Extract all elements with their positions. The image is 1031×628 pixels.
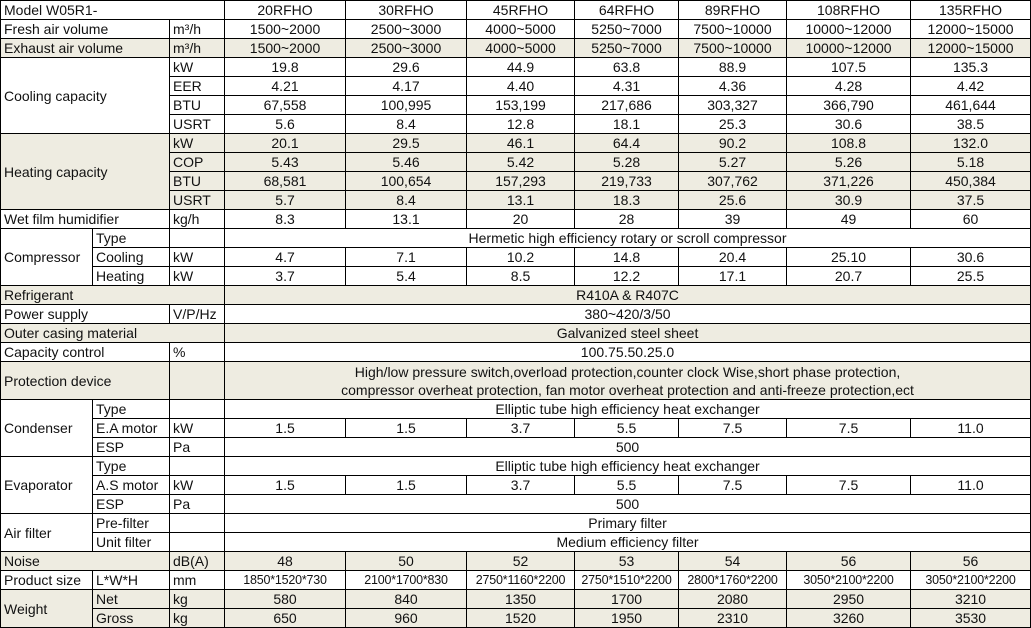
value-cell: 5.6 xyxy=(225,115,346,134)
row-label: Exhaust air volume xyxy=(1,39,170,58)
unit-cell: % xyxy=(170,343,225,362)
table-row xyxy=(1,286,1031,305)
unit-cell: USRT xyxy=(170,191,225,210)
value-cell: 2310 xyxy=(679,609,787,628)
value-cell: 10000~12000 xyxy=(787,20,911,39)
value-cell: 20.1 xyxy=(225,134,346,153)
value-cell: 840 xyxy=(346,590,467,609)
value-cell: 135.3 xyxy=(911,58,1031,77)
unit-cell: kW xyxy=(170,267,225,286)
sub-label: Type xyxy=(93,229,170,248)
value-cell: 157,293 xyxy=(467,172,575,191)
group-label: Cooling capacity xyxy=(1,58,170,134)
row-label: Fresh air volume xyxy=(1,20,170,39)
model-header: 20RFHO xyxy=(225,1,346,20)
span-value: 100.75.50.25.0 xyxy=(225,343,1031,362)
unit-cell: kg xyxy=(170,609,225,628)
group-label: Condenser xyxy=(1,400,93,457)
table-row xyxy=(1,39,1031,58)
value-cell: 2100*1700*830 xyxy=(346,571,467,590)
protection-line: compressor overheat protection, fan motor overheat protection and anti-freeze protection,ect xyxy=(341,381,914,398)
value-cell: 48 xyxy=(225,552,346,571)
value-cell: 3050*2100*2200 xyxy=(911,571,1031,590)
sub-label: Net xyxy=(93,590,170,609)
table-row xyxy=(1,533,1031,552)
sub-label: Type xyxy=(93,400,170,419)
span-value: Elliptic tube high efficiency heat exchanger xyxy=(225,457,1031,476)
value-cell: 1500~2000 xyxy=(225,20,346,39)
value-cell: 19.8 xyxy=(225,58,346,77)
value-cell: 303,327 xyxy=(679,96,787,115)
table-row xyxy=(1,552,1031,571)
value-cell: 5.46 xyxy=(346,153,467,172)
value-cell: 12000~15000 xyxy=(911,39,1031,58)
value-cell: 30.6 xyxy=(787,115,911,134)
table-row xyxy=(1,267,1031,286)
value-cell: 1520 xyxy=(467,609,575,628)
group-label: Air filter xyxy=(1,514,93,552)
value-cell: 2950 xyxy=(787,590,911,609)
value-cell: 3210 xyxy=(911,590,1031,609)
value-cell: 52 xyxy=(467,552,575,571)
value-cell: 4.7 xyxy=(225,248,346,267)
model-header: 64RFHO xyxy=(575,1,679,20)
span-value: Primary filter xyxy=(225,514,1031,533)
model-header: 30RFHO xyxy=(346,1,467,20)
value-cell: 25.10 xyxy=(787,248,911,267)
span-value: 500 xyxy=(225,438,1031,457)
sub-label: Type xyxy=(93,457,170,476)
unit-cell: mm xyxy=(170,571,225,590)
value-cell: 4000~5000 xyxy=(467,39,575,58)
value-cell: 5.5 xyxy=(575,419,679,438)
value-cell: 2500~3000 xyxy=(346,20,467,39)
value-cell: 7.5 xyxy=(787,476,911,495)
value-cell: 217,686 xyxy=(575,96,679,115)
value-cell: 5.28 xyxy=(575,153,679,172)
sub-label: Gross xyxy=(93,609,170,628)
value-cell: 20.4 xyxy=(679,248,787,267)
value-cell: 5.18 xyxy=(911,153,1031,172)
row-label: Power supply xyxy=(1,305,170,324)
value-cell: 25.6 xyxy=(679,191,787,210)
value-cell: 108.8 xyxy=(787,134,911,153)
unit-cell: m³/h xyxy=(170,20,225,39)
table-row xyxy=(1,210,1031,229)
value-cell: 4.21 xyxy=(225,77,346,96)
value-cell: 461,644 xyxy=(911,96,1031,115)
table-row xyxy=(1,514,1031,533)
value-cell: 17.1 xyxy=(679,267,787,286)
value-cell: 1350 xyxy=(467,590,575,609)
table-row xyxy=(1,609,1031,628)
unit-cell: COP xyxy=(170,153,225,172)
value-cell: 450,384 xyxy=(911,172,1031,191)
table-row xyxy=(1,590,1031,609)
protection-line: High/low pressure switch,overload protection,counter clock Wise,short phase protection, xyxy=(354,363,901,380)
unit-cell: V/P/Hz xyxy=(170,305,225,324)
model-header: 89RFHO xyxy=(679,1,787,20)
sub-label: ESP xyxy=(93,438,170,457)
value-cell: 7.1 xyxy=(346,248,467,267)
value-cell: 88.9 xyxy=(679,58,787,77)
value-cell: 37.5 xyxy=(911,191,1031,210)
row-label: Refrigerant xyxy=(1,286,225,305)
unit-cell: kW xyxy=(170,248,225,267)
unit-cell: kg/h xyxy=(170,210,225,229)
value-cell: 2080 xyxy=(679,590,787,609)
table-row xyxy=(1,476,1031,495)
value-cell: 107.5 xyxy=(787,58,911,77)
value-cell: 1.5 xyxy=(346,419,467,438)
value-cell: 8.4 xyxy=(346,191,467,210)
value-cell: 580 xyxy=(225,590,346,609)
row-label: Capacity control xyxy=(1,343,170,362)
unit-cell xyxy=(170,229,225,248)
value-cell: 650 xyxy=(225,609,346,628)
table-row xyxy=(1,362,1031,400)
span-value: Elliptic tube high efficiency heat exchanger xyxy=(225,400,1031,419)
table-row xyxy=(1,248,1031,267)
value-cell: 30.6 xyxy=(911,248,1031,267)
value-cell: 1500~2000 xyxy=(225,39,346,58)
value-cell: 960 xyxy=(346,609,467,628)
table-row xyxy=(1,229,1031,248)
value-cell: 4.40 xyxy=(467,77,575,96)
span-value: Galvanized steel sheet xyxy=(225,324,1031,343)
value-cell: 39 xyxy=(679,210,787,229)
span-value: Hermetic high efficiency rotary or scroll compressor xyxy=(225,229,1031,248)
row-label: Wet film humidifier xyxy=(1,210,170,229)
table-row xyxy=(1,324,1031,343)
table-row xyxy=(1,438,1031,457)
value-cell: 100,995 xyxy=(346,96,467,115)
unit-cell: kW xyxy=(170,476,225,495)
value-cell: 4.28 xyxy=(787,77,911,96)
row-label: Noise xyxy=(1,552,170,571)
unit-cell: kW xyxy=(170,134,225,153)
value-cell: 20.7 xyxy=(787,267,911,286)
row-label: Outer casing material xyxy=(1,324,225,343)
table-row xyxy=(1,495,1031,514)
unit-cell xyxy=(170,514,225,533)
value-cell: 18.1 xyxy=(575,115,679,134)
span-value: Medium efficiency filter xyxy=(225,533,1031,552)
model-label: Model W05R1- xyxy=(1,1,225,20)
sub-label: A.S motor xyxy=(93,476,170,495)
table-row xyxy=(1,571,1031,590)
value-cell: 18.3 xyxy=(575,191,679,210)
value-cell: 4.31 xyxy=(575,77,679,96)
value-cell: 10.2 xyxy=(467,248,575,267)
row-label: Protection device xyxy=(1,362,170,400)
value-cell: 366,790 xyxy=(787,96,911,115)
value-cell: 3050*2100*2200 xyxy=(787,571,911,590)
value-cell: 132.0 xyxy=(911,134,1031,153)
model-header: 135RFHO xyxy=(911,1,1031,20)
unit-cell xyxy=(170,533,225,552)
value-cell: 5.42 xyxy=(467,153,575,172)
value-cell: 100,654 xyxy=(346,172,467,191)
value-cell: 7500~10000 xyxy=(679,20,787,39)
value-cell: 64.4 xyxy=(575,134,679,153)
value-cell: 13.1 xyxy=(346,210,467,229)
value-cell: 2750*1510*2200 xyxy=(575,571,679,590)
value-cell: 2800*1760*2200 xyxy=(679,571,787,590)
value-cell: 53 xyxy=(575,552,679,571)
value-cell: 25.3 xyxy=(679,115,787,134)
value-cell: 60 xyxy=(911,210,1031,229)
value-cell: 12.2 xyxy=(575,267,679,286)
span-value: 380~420/3/50 xyxy=(225,305,1031,324)
table-row xyxy=(1,20,1031,39)
value-cell: 28 xyxy=(575,210,679,229)
sub-label: Heating xyxy=(93,267,170,286)
value-cell: 5250~7000 xyxy=(575,20,679,39)
value-cell: 68,581 xyxy=(225,172,346,191)
unit-cell: Pa xyxy=(170,438,225,457)
model-header: 45RFHO xyxy=(467,1,575,20)
span-value: R410A & R407C xyxy=(225,286,1031,305)
value-cell: 11.0 xyxy=(911,419,1031,438)
value-cell: 3.7 xyxy=(225,267,346,286)
value-cell: 7.5 xyxy=(679,476,787,495)
value-cell: 3.7 xyxy=(467,419,575,438)
group-label: Compressor xyxy=(1,229,93,286)
value-cell: 4.36 xyxy=(679,77,787,96)
value-cell: 30.9 xyxy=(787,191,911,210)
value-cell: 50 xyxy=(346,552,467,571)
group-label: Evaporator xyxy=(1,457,93,514)
value-cell: 3.7 xyxy=(467,476,575,495)
value-cell: 20 xyxy=(467,210,575,229)
value-cell: 49 xyxy=(787,210,911,229)
value-cell: 4000~5000 xyxy=(467,20,575,39)
value-cell: 5.43 xyxy=(225,153,346,172)
unit-cell xyxy=(170,400,225,419)
value-cell: 67,558 xyxy=(225,96,346,115)
span-value: 500 xyxy=(225,495,1031,514)
value-cell: 10000~12000 xyxy=(787,39,911,58)
value-cell: 46.1 xyxy=(467,134,575,153)
value-cell: 8.4 xyxy=(346,115,467,134)
group-label: Weight xyxy=(1,590,93,628)
value-cell: 1.5 xyxy=(346,476,467,495)
value-cell: 5.27 xyxy=(679,153,787,172)
table-row xyxy=(1,134,1031,153)
value-cell: 5250~7000 xyxy=(575,39,679,58)
value-cell: 54 xyxy=(679,552,787,571)
value-cell: 38.5 xyxy=(911,115,1031,134)
value-cell: 307,762 xyxy=(679,172,787,191)
value-cell: 5.7 xyxy=(225,191,346,210)
value-cell: 1700 xyxy=(575,590,679,609)
value-cell: 2500~3000 xyxy=(346,39,467,58)
unit-cell: USRT xyxy=(170,115,225,134)
table-row xyxy=(1,1,1031,20)
unit-cell: BTU xyxy=(170,96,225,115)
sub-label: E.A motor xyxy=(93,419,170,438)
value-cell: 1.5 xyxy=(225,419,346,438)
unit-cell: kW xyxy=(170,58,225,77)
unit-cell: Pa xyxy=(170,495,225,514)
unit-cell xyxy=(170,457,225,476)
value-cell: 90.2 xyxy=(679,134,787,153)
table-row xyxy=(1,305,1031,324)
value-cell: 4.17 xyxy=(346,77,467,96)
value-cell: 25.5 xyxy=(911,267,1031,286)
value-cell: 44.9 xyxy=(467,58,575,77)
sub-label: L*W*H xyxy=(93,571,170,590)
table-row xyxy=(1,400,1031,419)
value-cell: 11.0 xyxy=(911,476,1031,495)
value-cell: 7.5 xyxy=(787,419,911,438)
unit-cell: kg xyxy=(170,590,225,609)
row-label: Product size xyxy=(1,571,93,590)
value-cell: 3260 xyxy=(787,609,911,628)
unit-cell: BTU xyxy=(170,172,225,191)
value-cell: 12000~15000 xyxy=(911,20,1031,39)
unit-cell: m³/h xyxy=(170,39,225,58)
table-row xyxy=(1,457,1031,476)
unit-cell: EER xyxy=(170,77,225,96)
value-cell: 29.5 xyxy=(346,134,467,153)
table-row xyxy=(1,419,1031,438)
value-cell: 4.42 xyxy=(911,77,1031,96)
sub-label: ESP xyxy=(93,495,170,514)
value-cell: 1.5 xyxy=(225,476,346,495)
protection-value xyxy=(225,362,1031,400)
model-header: 108RFHO xyxy=(787,1,911,20)
value-cell: 219,733 xyxy=(575,172,679,191)
value-cell: 371,226 xyxy=(787,172,911,191)
value-cell: 56 xyxy=(787,552,911,571)
value-cell: 5.4 xyxy=(346,267,467,286)
value-cell: 12.8 xyxy=(467,115,575,134)
sub-label: Pre-filter xyxy=(93,514,170,533)
value-cell: 5.26 xyxy=(787,153,911,172)
unit-cell xyxy=(170,362,225,400)
value-cell: 153,199 xyxy=(467,96,575,115)
unit-cell: kW xyxy=(170,419,225,438)
value-cell: 13.1 xyxy=(467,191,575,210)
value-cell: 3530 xyxy=(911,609,1031,628)
table-row xyxy=(1,343,1031,362)
sub-label: Unit filter xyxy=(93,533,170,552)
value-cell: 1850*1520*730 xyxy=(225,571,346,590)
group-label: Heating capacity xyxy=(1,134,170,210)
table-row xyxy=(1,58,1031,77)
value-cell: 14.8 xyxy=(575,248,679,267)
value-cell: 5.5 xyxy=(575,476,679,495)
value-cell: 8.3 xyxy=(225,210,346,229)
value-cell: 1950 xyxy=(575,609,679,628)
sub-label: Cooling xyxy=(93,248,170,267)
value-cell: 29.6 xyxy=(346,58,467,77)
unit-cell: dB(A) xyxy=(170,552,225,571)
value-cell: 63.8 xyxy=(575,58,679,77)
value-cell: 8.5 xyxy=(467,267,575,286)
value-cell: 7500~10000 xyxy=(679,39,787,58)
value-cell: 7.5 xyxy=(679,419,787,438)
value-cell: 56 xyxy=(911,552,1031,571)
value-cell: 2750*1160*2200 xyxy=(467,571,575,590)
